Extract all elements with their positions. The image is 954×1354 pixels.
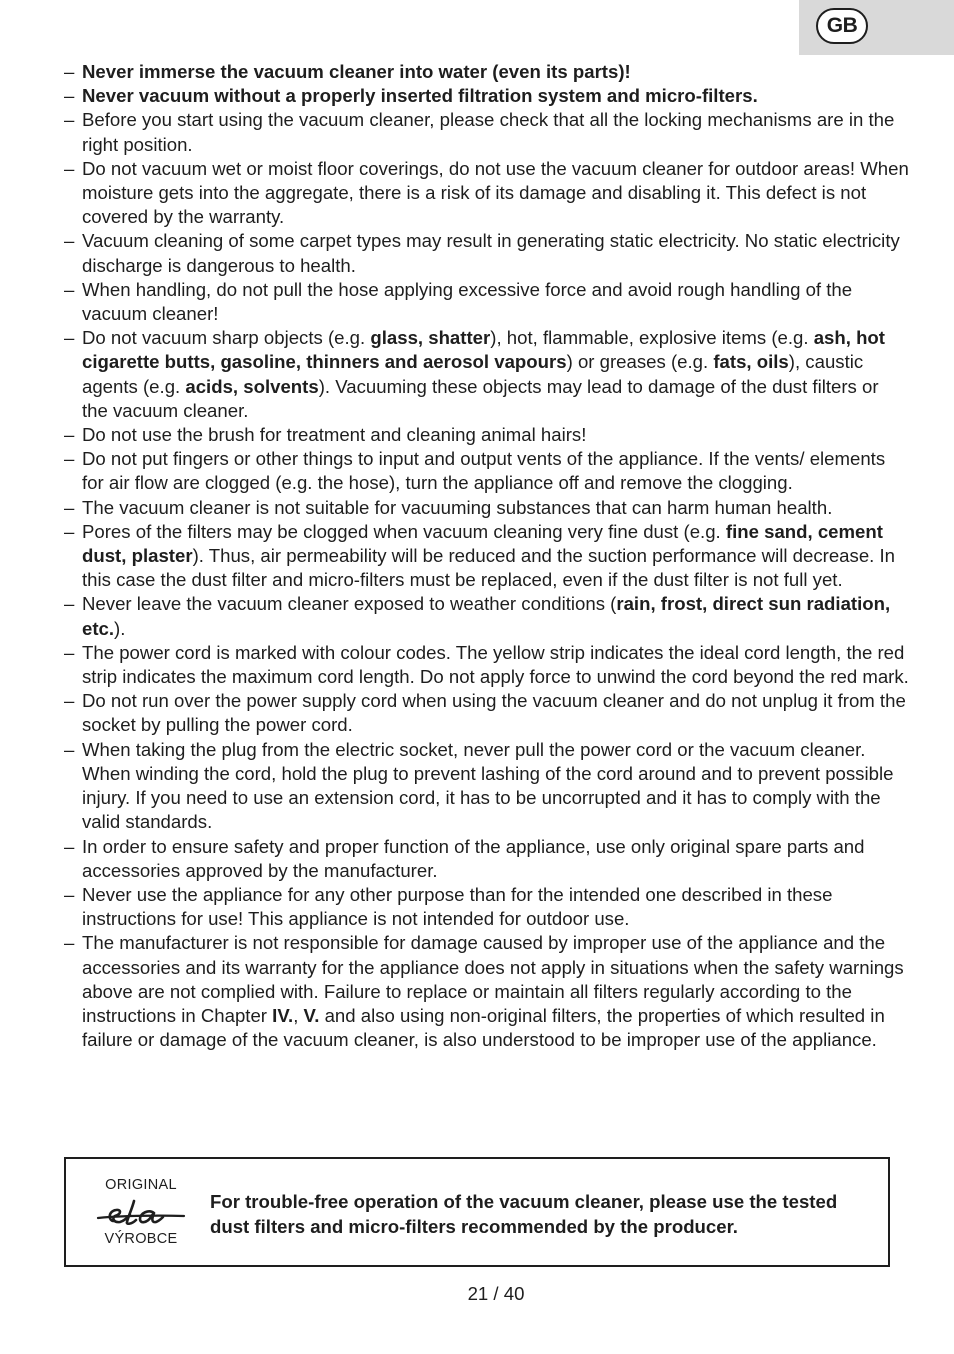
original-eta-logo <box>88 1173 194 1253</box>
list-dash: – <box>64 109 75 131</box>
warning-text: Do not run over the power supply cord when using the vacuum cleaner and do not unplug it from the socket by pulling the power cord. <box>82 690 906 736</box>
warning-text: When taking the plug from the electric socket, never pull the power cord or the vacuum cleaner. When winding the cord, hold the plug to prevent lashing of the cord around and to prevent possible injury. If you need to use an extension cord, it has to be uncorrupted and it has to comply with the valid standards. <box>82 738 894 833</box>
warning-text: Do not vacuum wet or moist floor coverings, do not use the vacuum cleaner for outdoor areas! When moisture gets into the aggregate, there is a risk of its damage and disabling it. This defect is not covered by the warranty. <box>82 157 909 228</box>
warning-emphasis: IV. <box>272 1004 294 1026</box>
logo-manufacturer-label: VÝROBCE <box>104 1231 178 1247</box>
warning-item <box>64 689 909 737</box>
warning-item <box>64 157 909 230</box>
warning-item <box>64 60 909 84</box>
list-dash: – <box>64 230 75 252</box>
list-dash: – <box>64 641 75 663</box>
warning-text: and also using non-original filters, the properties of which resulted in failure or damage of the vacuum cleaner, is also understood to be improper use of the appliance. <box>82 1004 885 1051</box>
list-dash: – <box>64 690 75 712</box>
warning-item <box>64 835 909 883</box>
warning-text: Do not vacuum sharp objects (e.g. <box>82 327 371 349</box>
warning-text: Vacuum cleaning of some carpet types may result in generating static electricity. No static electricity discharge is dangerous to health. <box>82 230 900 276</box>
warning-item <box>64 592 909 640</box>
warning-item <box>64 278 909 326</box>
warning-item <box>64 84 909 108</box>
eta-brand-icon <box>94 1197 188 1231</box>
warning-item <box>64 738 909 835</box>
list-dash: – <box>64 738 75 760</box>
warning-text: Before you start using the vacuum cleaner, please check that all the locking mechanisms are in the right position. <box>82 109 895 155</box>
warning-text: Do not use the brush for treatment and cleaning animal hairs! <box>82 424 587 446</box>
warning-item <box>64 423 909 447</box>
warning-emphasis: rain, frost, direct sun radiation, etc. <box>82 593 891 639</box>
warning-item <box>64 447 909 495</box>
safety-warnings-list <box>64 60 909 1052</box>
warning-item <box>64 641 909 689</box>
list-dash: – <box>64 278 75 300</box>
warning-text: ). <box>114 617 126 639</box>
warning-text: ). Thus, air permeability will be reduced and the suction performance will decrease. In this case the dust filter and micro-filters must be replaced, even if the dust filter is not full yet. <box>82 545 895 591</box>
warning-item <box>64 229 909 277</box>
warning-emphasis: glass, shatter <box>370 327 491 349</box>
warning-text: Never use the appliance for any other purpose than for the intended one described in these instructions for use! This appliance is not intended for outdoor use. <box>82 883 833 930</box>
list-dash: – <box>64 496 75 518</box>
warning-text: , <box>293 1004 304 1026</box>
list-dash: – <box>64 424 75 446</box>
logo-original-label: ORIGINAL <box>105 1177 177 1193</box>
warning-emphasis: acids, solvents <box>185 375 319 397</box>
warning-text: When handling, do not pull the hose applying excessive force and avoid rough handling of the vacuum cleaner! <box>82 278 853 325</box>
warning-text: Pores of the filters may be clogged when vacuum cleaning very fine dust (e.g. <box>82 520 726 542</box>
list-dash: – <box>64 883 75 905</box>
warning-item <box>64 108 909 156</box>
warning-emphasis: fats, oils <box>713 351 789 373</box>
list-dash: – <box>64 932 75 954</box>
page-number: 21 / 40 <box>467 1283 525 1304</box>
list-dash: – <box>64 520 75 542</box>
warning-text: ), hot, flammable, explosive items (e.g. <box>490 327 814 349</box>
warning-item <box>64 931 909 1052</box>
warning-emphasis: ash, hot cigarette butts, gasoline, thinners and aerosol vapours <box>82 327 885 373</box>
list-dash: – <box>64 327 75 349</box>
warning-emphasis: Never immerse the vacuum cleaner into water (even its parts)! <box>82 61 631 82</box>
warning-text: ). Vacuuming these objects may lead to damage of the dust filters or the vacuum cleaner. <box>82 375 879 421</box>
warning-item <box>64 883 909 931</box>
language-tab <box>799 0 954 55</box>
warning-text: The power cord is marked with colour codes. The yellow strip indicates the ideal cord length, the red strip indicates the maximum cord length. Do not apply force to unwind the cord beyond the red mark. <box>82 641 909 688</box>
list-dash: – <box>64 85 75 107</box>
original-filters-notice <box>64 1157 890 1267</box>
warning-emphasis: Never vacuum without a properly inserted filtration system and micro-filters. <box>82 85 758 107</box>
warning-item <box>64 496 909 520</box>
language-badge: GB <box>816 8 868 44</box>
warning-text: ), caustic agents (e.g. <box>82 351 864 397</box>
warning-text: Do not put fingers or other things to input and output vents of the appliance. If the vents/ elements for air flow are clogged (e.g. the hose), turn the appliance off and remove the clogging. <box>82 448 886 494</box>
warning-item <box>64 520 909 593</box>
warning-text: In order to ensure safety and proper function of the appliance, use only original spare parts and accessories approved by the manufacturer. <box>82 835 865 881</box>
warning-text: ) or greases (e.g. <box>566 351 714 373</box>
list-dash: – <box>64 448 75 470</box>
warning-emphasis: V. <box>303 1004 320 1026</box>
warning-text: The manufacturer is not responsible for damage caused by improper use of the appliance and the accessories and its warranty for the appliance does not apply in situations when the safety warnings above are not complied with. Failure to replace or maintain all filters regularly according to the instructions in Chapter <box>82 932 904 1026</box>
warning-emphasis: fine sand, cement dust, plaster <box>82 520 883 567</box>
list-dash: – <box>64 157 75 179</box>
list-dash: – <box>64 593 75 615</box>
warning-text: The vacuum cleaner is not suitable for vacuuming substances that can harm human health. <box>82 496 833 518</box>
list-dash: – <box>64 61 75 82</box>
notice-text: For trouble-free operation of the vacuum cleaner, please use the tested dust filters and micro-filters recommended by the producer. <box>210 1191 838 1237</box>
warning-item <box>64 326 909 423</box>
warning-text: Never leave the vacuum cleaner exposed to weather conditions ( <box>82 593 617 615</box>
list-dash: – <box>64 835 75 857</box>
